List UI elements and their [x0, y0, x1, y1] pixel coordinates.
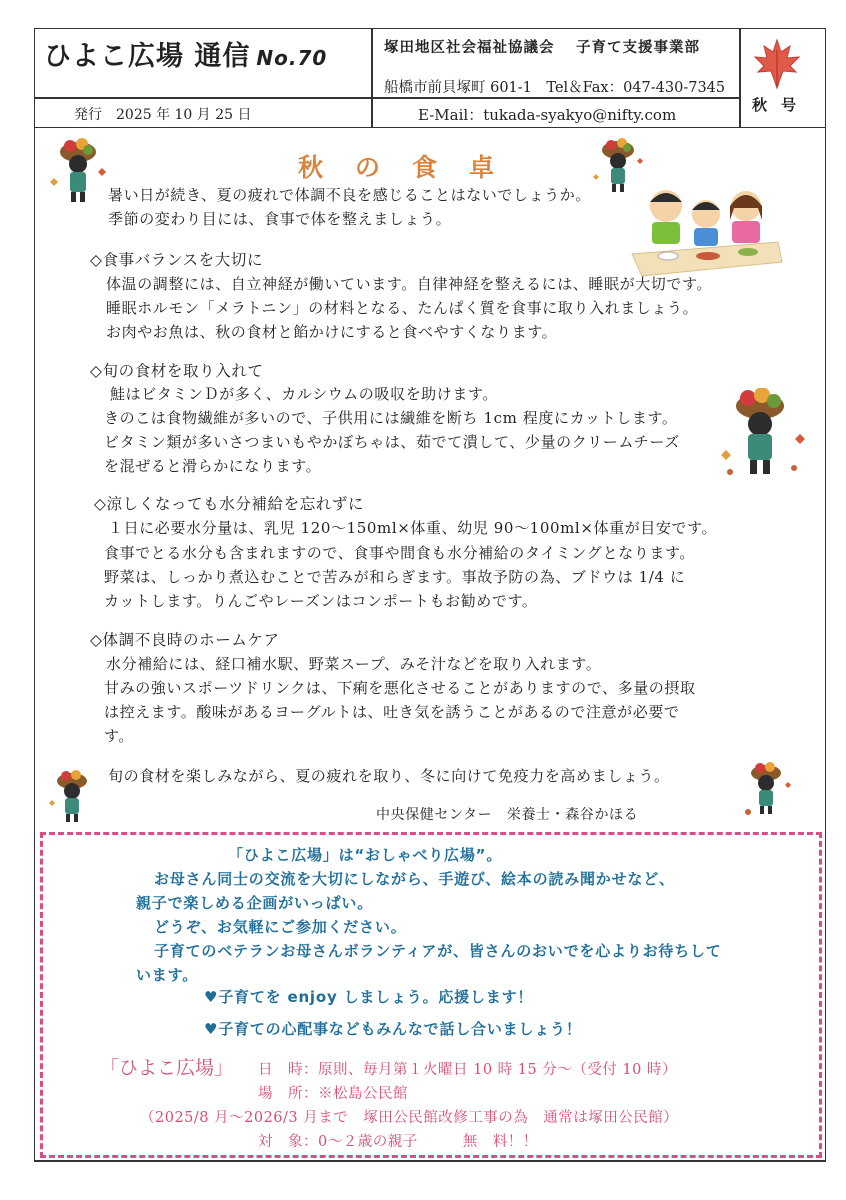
article-title: 秋の食卓: [298, 153, 527, 182]
newsletter-title: [44, 34, 327, 73]
event-target: 対 象：0〜２歳の親子 無 料！！: [258, 1134, 538, 1150]
section-line: 睡眠ホルモン「メラトニン」の材料となる、たんぱく質を食事に取り入れましょう。: [106, 299, 699, 317]
section-line: す。: [104, 727, 135, 745]
basket-child-illustration: [716, 388, 812, 480]
basket-child-illustration: [48, 138, 114, 208]
heart-message: ♥子育ての心配事などもみんなで話し合いましょう！: [204, 1020, 582, 1038]
notice-line: 親子で楽しめる企画がいっぱい。: [136, 894, 374, 912]
section-heading: ◇体調不良時のホームケア: [90, 631, 280, 649]
event-place-note: （2025/8 月〜2026/3 月まで 塚田公民館改修工事の為 通常は塚田公民館）: [140, 1110, 679, 1126]
issue-number: No.70: [256, 46, 328, 70]
maple-leaf-icon: [752, 38, 802, 90]
section-heading: ◇食事バランスを大切に: [90, 251, 264, 269]
title-text: ひよこ広場 通信: [44, 41, 251, 72]
notice-line: お母さん同士の交流を大切にしながら、手遊び、絵本の読み聞かせなど、: [154, 870, 675, 888]
notice-line: 子育てのベテランお母さんボランティアが、皆さんのおいでを心よりお待ちして: [154, 942, 722, 960]
intro-line: 季節の変わり目には、食事で体を整えましょう。: [108, 210, 452, 228]
section-line: ビタミン類が多いさつまいもやかぼちゃは、茹でて潰して、少量のクリームチーズ: [104, 433, 680, 451]
section-line: を混ぜると滑らかになります。: [104, 457, 322, 475]
section-line: カットします。りんごやレーズンはコンポートもお勧めです。: [104, 592, 538, 610]
organization-name: 塚田地区社会福祉協議会 子育て支援事業部: [384, 40, 701, 56]
basket-child-illustration: [740, 762, 796, 820]
closing-text: 旬の食材を楽しみながら、夏の疲れを取り、冬に向けて免疫力を高めましょう。: [108, 767, 670, 785]
season-label: 秋号: [752, 96, 811, 114]
section-line: お肉やお魚は、秋の食材と餡かけにすると食べやすくなります。: [106, 323, 558, 341]
author-credit: 中央保健センター 栄養士・森谷かほる: [376, 807, 639, 823]
section-line: は控えます。酸味があるヨーグルトは、吐き気を誘うことがあるので注意が必要で: [104, 703, 680, 721]
email-address: E-Mail：tukada-syakyo@nifty.com: [418, 106, 677, 124]
section-line: きのこは食物繊維が多いので、子供用には繊維を断ち 1cm 程度にカットします。: [104, 409, 678, 427]
divider: [739, 29, 741, 127]
notice-line: 「ひよこ広場」は“おしゃべり広場”。: [228, 846, 503, 864]
divider: [34, 1160, 826, 1162]
section-heading: ◇旬の食材を取り入れて: [90, 362, 264, 380]
heart-message: ♥子育てを enjoy しましょう。応援します！: [204, 988, 534, 1006]
event-place: 場 所：※松島公民館: [258, 1086, 408, 1102]
notice-line: います。: [136, 966, 199, 984]
section-line: １日に必要水分量は、乳児 120〜150ml×体重、幼児 90〜100ml×体重が目安です。: [108, 519, 718, 537]
issue-date: 発行 2025 年 10 月 25 日: [74, 107, 252, 123]
section-line: 甘みの強いスポーツドリンクは、下痢を悪化させることがありますので、多量の摂取: [104, 679, 696, 697]
divider: [35, 97, 739, 99]
section-line: 体温の調整には、自立神経が働いています。自律神経を整えるには、睡眠が大切です。: [106, 275, 713, 293]
section-line: 水分補給には、経口補水駅、野菜スープ、みそ汁などを取り入れます。: [106, 655, 602, 673]
family-meal-illustration: [628, 184, 784, 278]
section-line: 鮭はビタミンＤが多く、カルシウムの吸収を助けます。: [110, 385, 498, 403]
intro-line: 暑い日が続き、夏の疲れで体調不良を感じることはないでしょうか。: [108, 186, 592, 204]
event-datetime: 日 時：原則、毎月第１火曜日 10 時 15 分〜（受付 10 時）: [258, 1062, 678, 1078]
address-phone: 船橋市前貝塚町 601-1 Tel＆Fax：047-430-7345: [384, 80, 726, 96]
divider: [371, 29, 373, 127]
section-line: 食事でとる水分も含まれますので、食事や間食も水分補給のタイミングとなります。: [104, 544, 696, 562]
event-name: 「ひよこ広場」: [100, 1057, 234, 1079]
section-heading: ◇涼しくなっても水分補給を忘れずに: [94, 495, 365, 513]
basket-child-illustration: [46, 770, 102, 826]
notice-line: どうぞ、お気軽にご参加ください。: [154, 918, 407, 936]
section-line: 野菜は、しっかり煮込むことで苦みが和らぎます。事故予防の為、ブドウは 1/4 に: [104, 568, 686, 586]
